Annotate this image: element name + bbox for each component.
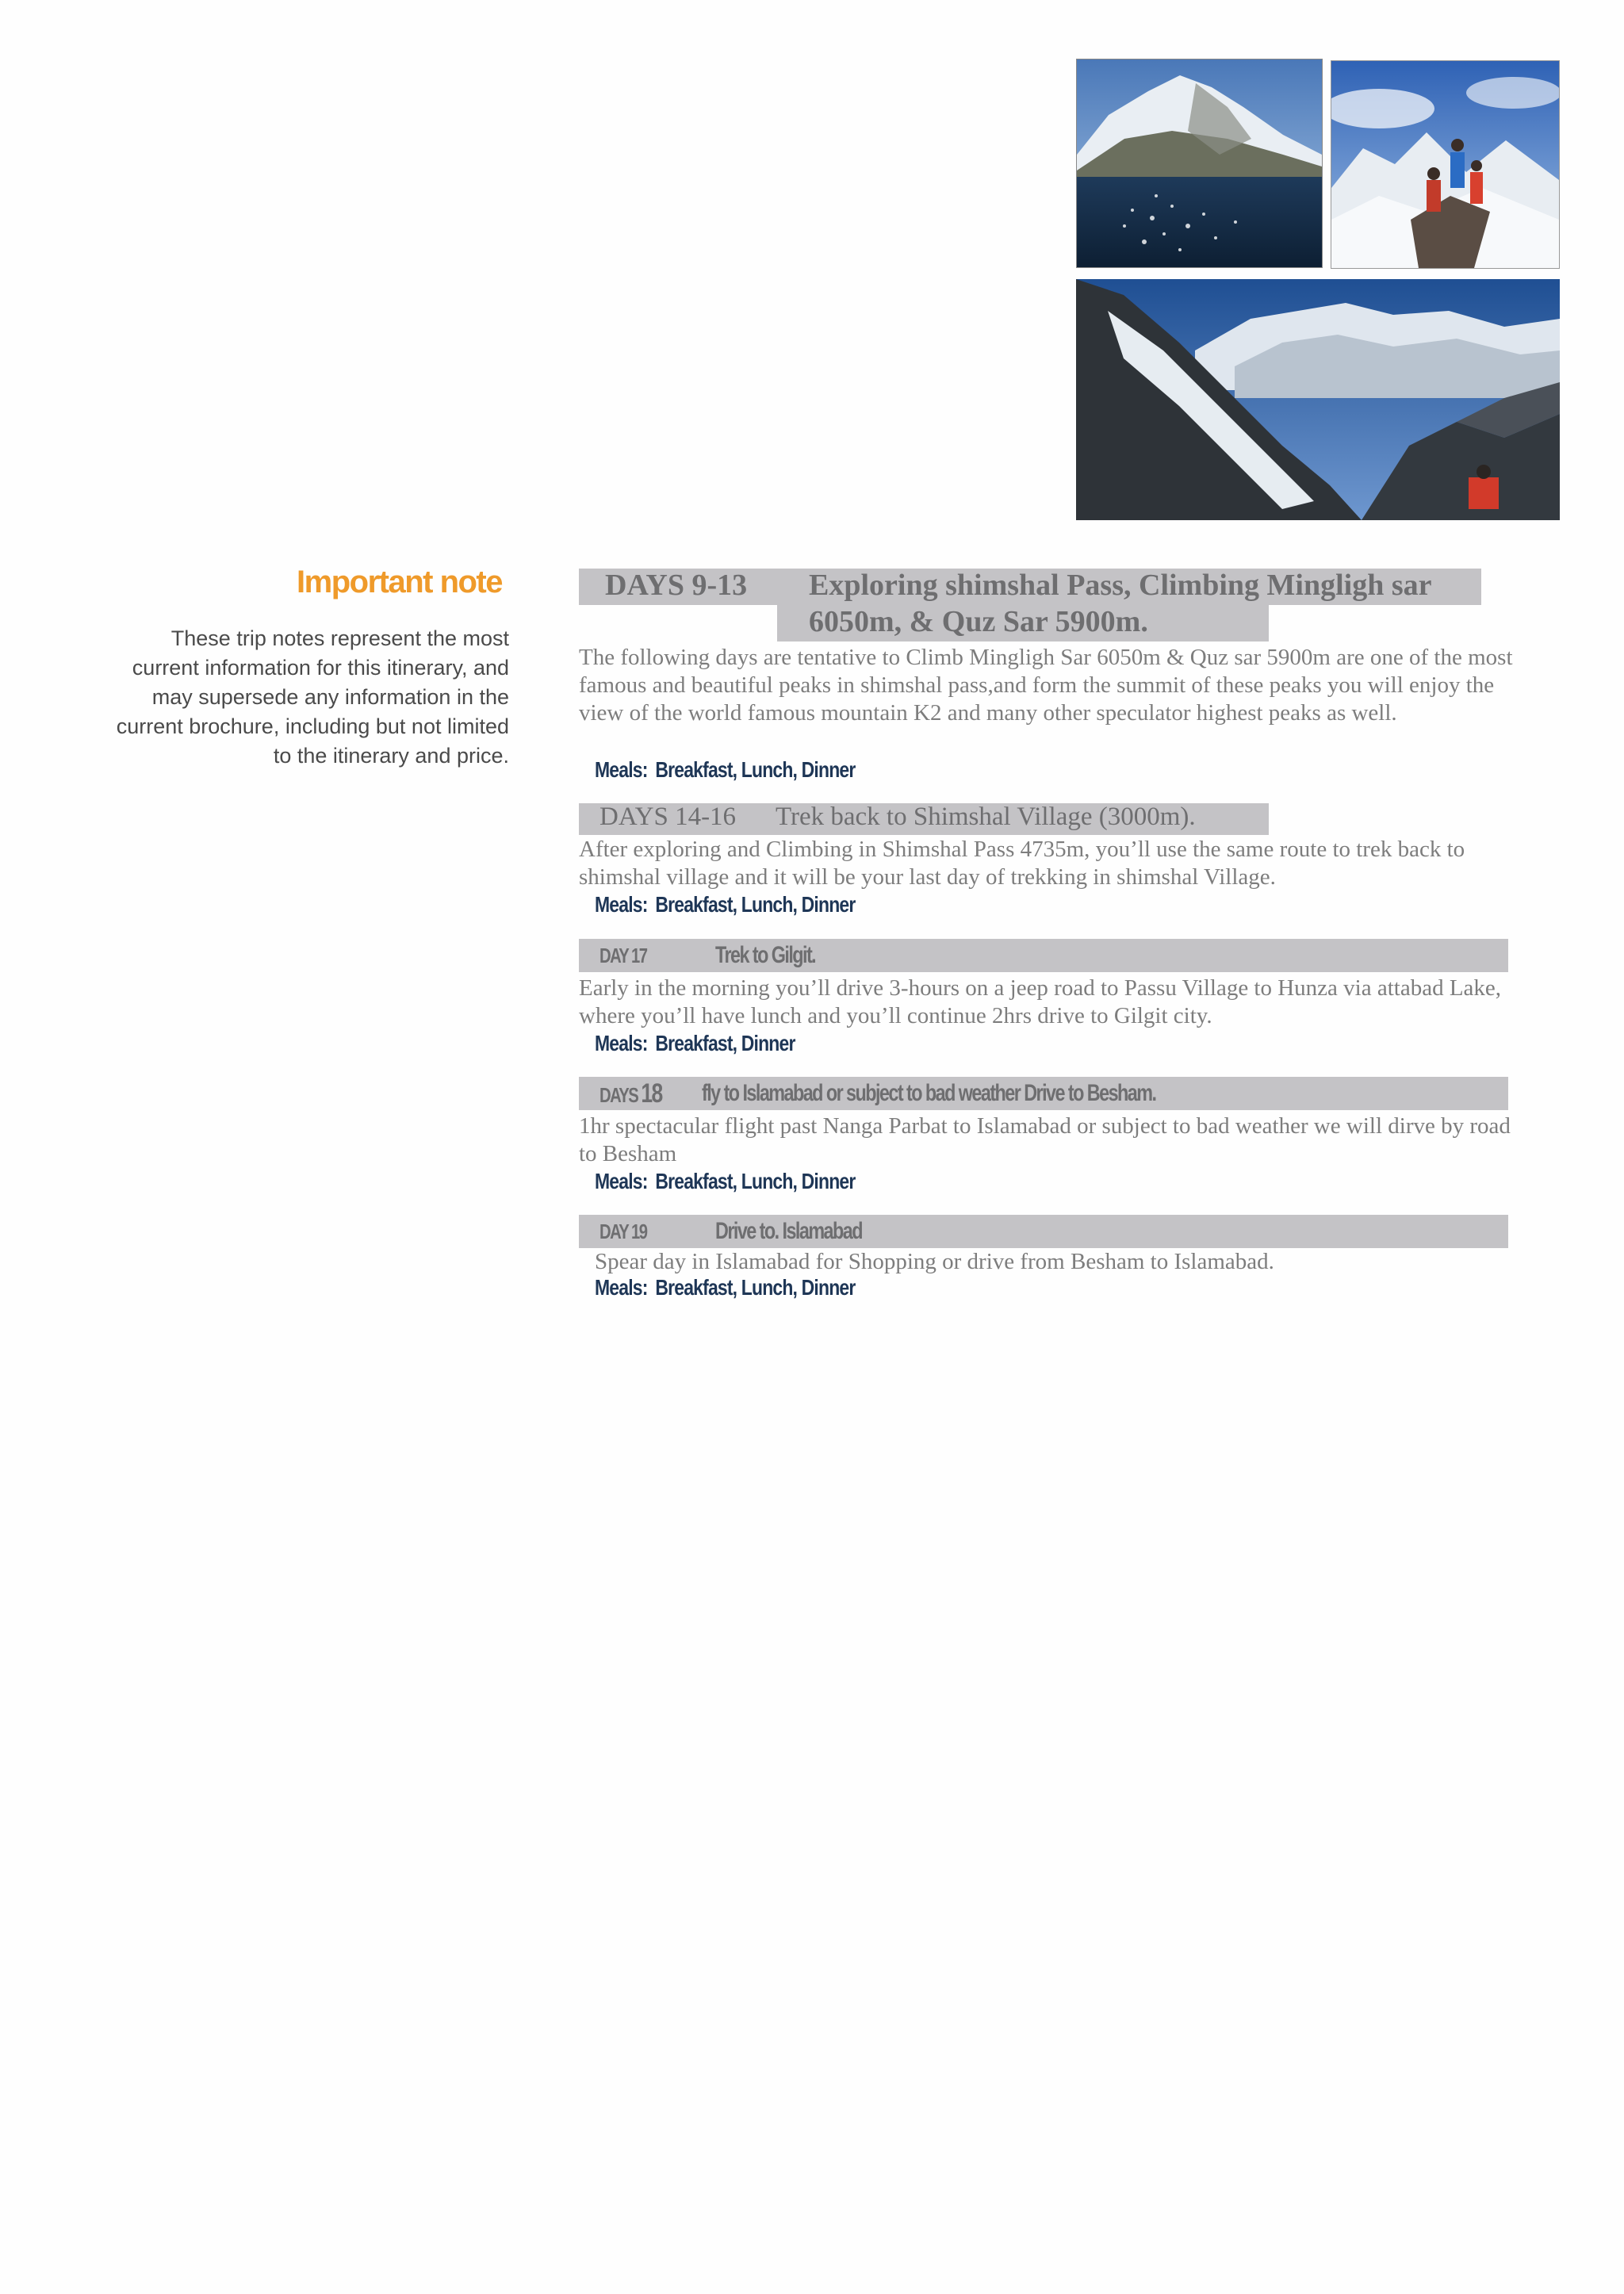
meals-value: Breakfast, Dinner <box>655 1031 795 1055</box>
meals-line <box>595 757 855 783</box>
meals-label: Meals: <box>595 1275 648 1300</box>
day-header-bar <box>579 939 1508 972</box>
day-title: Exploring shimshal Pass, Climbing Mingligh sar <box>809 569 1432 602</box>
day-description: 1hr spectacular flight past Nanga Parbat to Islamabad or subject to bad weather we will dirve by road to Besham <box>579 1113 1511 1166</box>
meals-label: Meals: <box>595 757 648 782</box>
day-description: Spear day in Islamabad for Shopping or drive from Besham to Islamabad. <box>595 1249 1274 1274</box>
ridge-trekker-photo <box>1076 279 1560 520</box>
day-label: DAYS 9-13 <box>605 569 748 602</box>
day-label: DAY 19 <box>599 1220 647 1243</box>
lake-mountain-photo <box>1076 59 1323 268</box>
day-label <box>599 1077 662 1110</box>
meals-label: Meals: <box>595 892 648 917</box>
meals-line <box>595 1031 795 1056</box>
day-header-bar <box>579 1077 1508 1110</box>
day-description: After exploring and Climbing in Shimshal Pass 4735m, you’ll use the same route to trek back to shimshal village and it will be your last day of trekking in shimshal Village. <box>579 837 1465 890</box>
meals-line <box>595 1275 855 1300</box>
day-description: Early in the morning you’ll drive 3-hours on a jeep road to Passu Village to Hunza via attabad Lake, where you’ll have lunch and you’ll continue 2hrs drive to Gilgit city. <box>579 975 1502 1028</box>
important-note-heading: Important note <box>297 565 502 599</box>
day-title: fly to Islamabad or subject to bad weather Drive to Besham. <box>702 1080 1156 1106</box>
meals-label: Meals: <box>595 1031 648 1055</box>
meals-label: Meals: <box>595 1169 648 1193</box>
meals-value: Breakfast, Lunch, Dinner <box>655 892 856 917</box>
day-title: Trek to Gilgit. <box>715 942 816 968</box>
meals-value: Breakfast, Lunch, Dinner <box>655 1169 856 1193</box>
meals-value: Breakfast, Lunch, Dinner <box>655 1275 856 1300</box>
summit-climbers-photo <box>1331 60 1560 269</box>
day-label: DAY 17 <box>599 944 647 967</box>
day-label-prefix: DAYS <box>599 1083 638 1107</box>
day-title: Trek back to Shimshal Village (3000m). <box>776 802 1196 831</box>
meals-value: Breakfast, Lunch, Dinner <box>655 757 856 782</box>
day-label-number: 18 <box>641 1078 662 1109</box>
day-label: DAYS 14-16 <box>599 802 737 831</box>
day-title-continued: 6050m, & Quz Sar 5900m. <box>809 605 1148 638</box>
meals-line <box>595 892 855 917</box>
day-title: Drive to. Islamabad <box>715 1218 862 1244</box>
important-note-text: These trip notes represent the most current information for this itinerary, and may supersede any information in the current brochure, including but not limited to the itinerary and price. <box>116 626 509 768</box>
day-description: The following days are tentative to Climb Mingligh Sar 6050m & Quz sar 5900m are one of the most famous and beautiful peaks in shimshal pass,and form the summit of these peaks you will enjoy the view of the world famous mountain K2 and many other speculator highest peaks as well. <box>579 645 1513 726</box>
day-header-bar <box>579 1215 1508 1248</box>
meals-line <box>595 1169 855 1194</box>
